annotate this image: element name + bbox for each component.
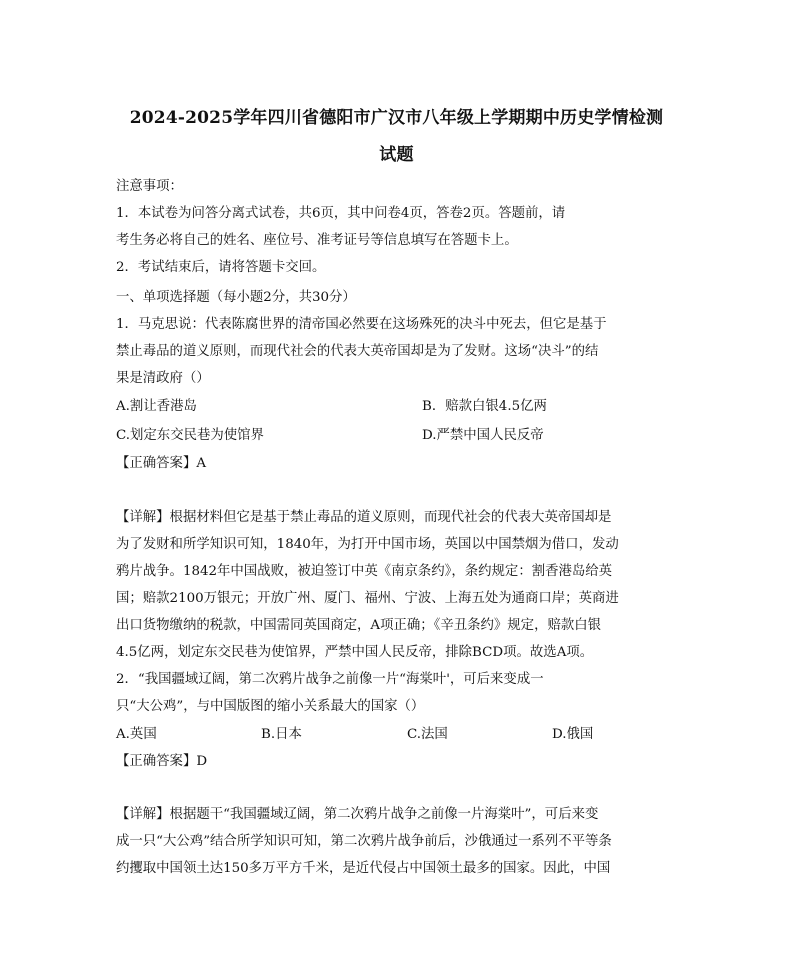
q2-option-c: C.法国 [407,727,448,742]
q1-option-b: B．赔款白银4.5亿两 [422,399,547,414]
q1-stem-line1: 1．马克思说：代表陈腐世界的清帝国必然要在这场殊死的决斗中死去，但它是基于 [116,317,607,332]
notice-item-1b: 考生务必将自己的姓名、座位号、准考证号等信息填写在答题卡上。 [116,233,518,248]
notice-item-2: 2．考试结束后，请将答题卡交回。 [116,260,326,275]
q2-answer: 【正确答案】D [116,754,208,769]
q1-stem-line3: 果是清政府（） [116,371,210,386]
section-heading: 一、单项选择题（每小题2分，共30分） [116,290,356,305]
q1-explain-line4: 国；赔款2100万银元；开放广州、厦门、福州、宁波、上海五处为通商口岸；英商进 [116,591,619,606]
q1-explain-line5: 出口货物缴纳的税款，中国需同英国商定，A项正确；《辛丑条约》规定，赔款白银 [116,618,602,633]
q1-option-d: D.严禁中国人民反帝 [422,428,544,443]
q1-explain-line1: 【详解】根据材料但它是基于禁止毒品的道义原则，而现代社会的代表大英帝国却是 [116,510,612,525]
q2-option-a: A.英国 [116,727,157,742]
q2-stem-line2: 只“大公鸡”，与中国版图的缩小关系最大的国家（） [116,699,425,714]
q2-option-d: D.俄国 [552,727,594,742]
q1-explain-line2: 为了发财和所学知识可知，1840年，为打开中国市场，英国以中国禁烟为借口，发动 [116,537,619,552]
q1-explain-line3: 鸦片战争。1842年中国战败，被迫签订中英《南京条约》，条约规定：割香港岛给英 [116,564,613,579]
q1-stem-line2: 禁止毒品的道义原则，而现代社会的代表大英帝国却是为了发财。这场“决斗”的结 [116,344,599,359]
q2-explain-line2: 成一只“大公鸡”结合所学知识可知，第二次鸦片战争前后，沙俄通过一系列不平等条 [116,834,612,849]
q2-explain-line1: 【详解】根据题干“我国疆域辽阔，第二次鸦片战争之前像一片海棠叶”，可后来变 [116,807,599,822]
page-title-line2: 试题 [379,145,414,165]
q2-stem-line1: 2．“我国疆域辽阔，第二次鸦片战争之前像一片“海棠叶'，可后来变成一 [116,672,544,687]
q2-explain-line3: 约攫取中国领土达150多万平方千米，是近代侵占中国领土最多的国家。因此，中国 [116,861,611,876]
q1-option-a: A.割让香港岛 [116,399,197,414]
notice-item-1a: 1．本试卷为问答分离式试卷，共6页，其中问卷4页，答卷2页。答题前，请 [116,206,566,221]
q1-option-c: C.划定东交民巷为使馆界 [116,428,264,443]
q1-explain-line6: 4.5亿两，划定东交民巷为使馆界，严禁中国人民反帝，排除BCD项。故选A项。 [116,645,594,660]
notice-heading: 注意事项： [116,179,183,194]
page-title-line1: 2024-2025学年四川省德阳市广汉市八年级上学期期中历史学情检测 [129,108,664,128]
q2-option-b: B.日本 [261,727,302,742]
q1-answer: 【正确答案】A [116,456,207,471]
